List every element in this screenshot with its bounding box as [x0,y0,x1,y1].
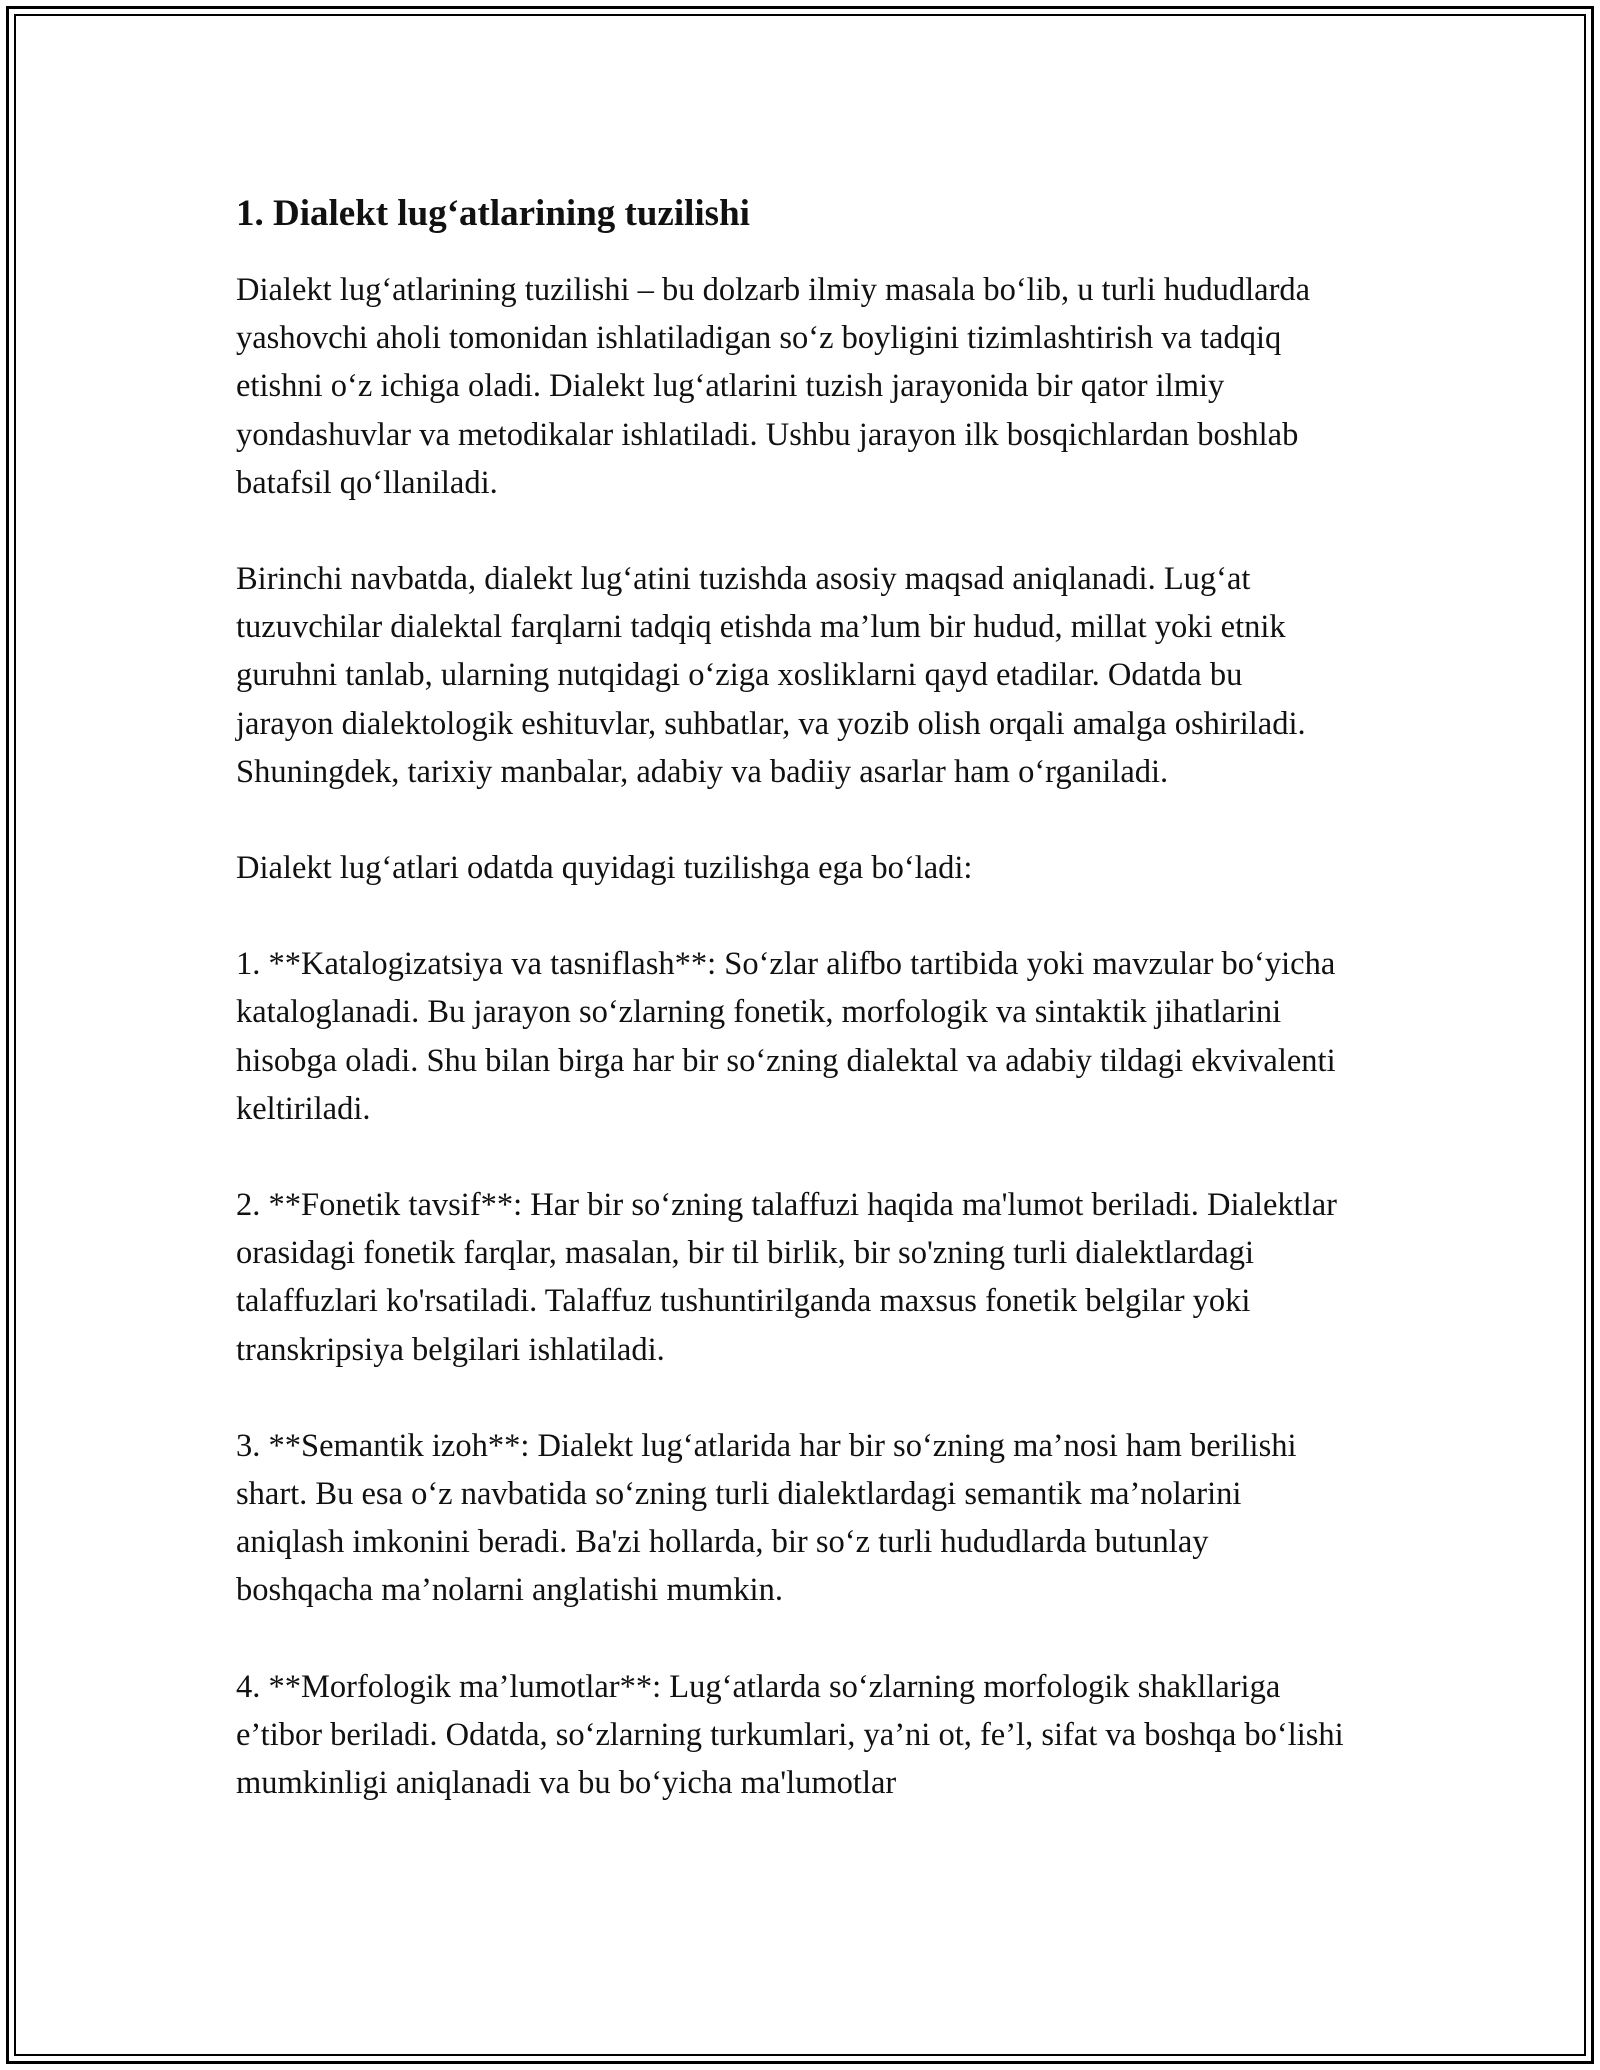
document-body [236,188,1346,1855]
paragraph-first-step: Birinchi navbatda, dialekt lug‘atini tuzishda asosiy maqsad aniqlanadi. Lug‘at tuzuvchilar dialektal farqlarni tadqiq etishda ma’lum bir hudud, millat yoki etnik guruhni tanlab, ularning nutqidagi o‘ziga xosliklarni qayd etadilar. Odatda bu jarayon dialektologik eshituvlar, suhbatlar, va yozib olish orqali amalga oshiriladi. Shuningdek, tarixiy manbalar, adabiy va badiiy asarlar ham o‘rganiladi. [236,561,1306,790]
list-item-phonetic: 2. **Fonetik tavsif**: Har bir so‘zning talaffuzi haqida ma'lumot beriladi. Dialektlar orasidagi fonetik farqlar, masalan, bir til birlik, bir so'zning turli dialektlardagi talaffuzlari ko'rsatiladi. Talaffuz tushuntirilganda maxsus fonetik belgilar yoki transkripsiya belgilari ishlatiladi. [236,1187,1337,1368]
list-item-morphological: 4. **Morfologik ma’lumotlar**: Lug‘atlarda so‘zlarning morfologik shakllariga e’tibor beriladi. Odatda, so‘zlarning turkumlari, ya’ni ot, fe’l, sifat va boshqa bo‘lishi mumkinligi aniqlanadi va bu bo‘yicha ma'lumotlar [236,1668,1344,1802]
paragraph-intro: Dialekt lug‘atlarining tuzilishi – bu dolzarb ilmiy masala bo‘lib, u turli hududlarda yashovchi aholi tomonidan ishlatiladigan so‘z boyligini tizimlashtirish va tadqiq etishni o‘z ichiga oladi. Dialekt lug‘atlarini tuzish jarayonida bir qator ilmiy yondashuvlar va metodikalar ishlatiladi. Ushbu jarayon ilk bosqichlardan boshlab batafsil qo‘llaniladi. [236,272,1311,501]
section-heading: 1. Dialekt lug‘atlarining tuzilishi [236,193,750,234]
list-item-semantic: 3. **Semantik izoh**: Dialekt lug‘atlarida har bir so‘zning ma’nosi ham berilishi shart. Bu esa o‘z navbatida so‘zning turli dialektlardagi semantik ma’nolarini aniqlash imkonini beradi. Ba'zi hollarda, bir so‘z turli hududlarda butunlay boshqacha ma’nolarni anglatishi mumkin. [236,1427,1297,1609]
paragraph-structure-lead: Dialekt lug‘atlari odatda quyidagi tuzilishga ega bo‘ladi: [236,850,973,887]
list-item-cataloging: 1. **Katalogizatsiya va tasniflash**: So‘zlar alifbo tartibida yoki mavzular bo‘yicha kataloglanadi. Bu jarayon so‘zlarning fonetik, morfologik va sintaktik jihatlarini hisobga oladi. Shu bilan birga har bir so‘zning dialektal va adabiy tildagi ekvivalenti keltiriladi. [236,946,1336,1127]
